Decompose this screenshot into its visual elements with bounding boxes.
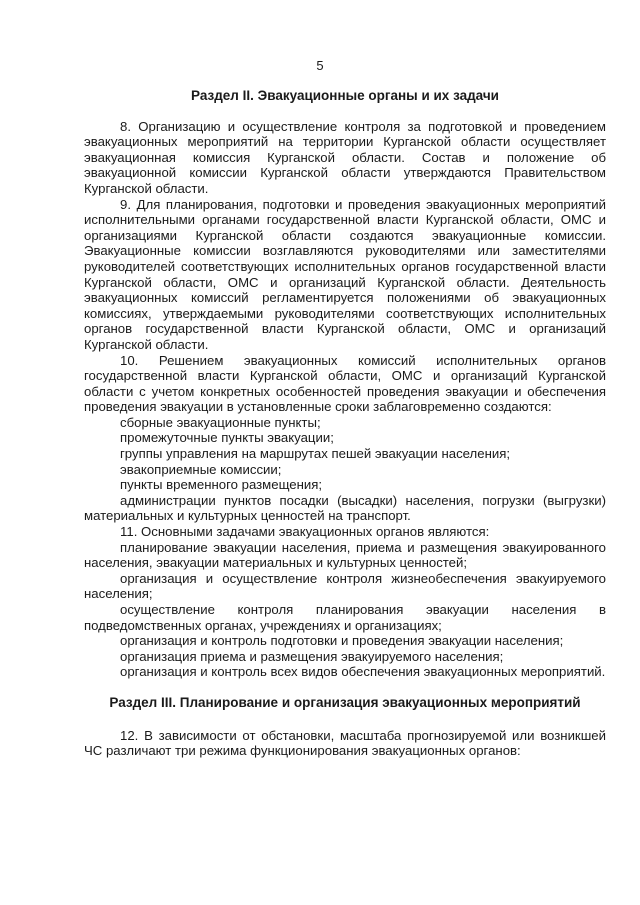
paragraph-9: 9. Для планирования, подготовки и проведения эвакуационных мероприятий исполнительными органами государственной власти Курганской области, ОМС и организациями Курганской области создаются эвакуационные комиссии. Эвакуационные комиссии возглавляются руководителями или заместителями руководителей соответствующих исполнительных органов государственной власти Курганской области, ОМС и организаций Курганской области. Деятельность эвакуационных комиссий регламентируется положениями об эвакуационных комиссиях, утверждаемыми руководителями соответствующих исполнительных органов государственной власти Курганской области, ОМС и организаций Курганской области. [84, 196, 606, 352]
page-content [84, 88, 606, 759]
paragraph-12: 12. В зависимости от обстановки, масштаба прогнозируемой или возникшей ЧС различают три режима функционирования эвакуационных органов: [84, 727, 606, 759]
list-item: пункты временного размещения; [120, 477, 323, 493]
list-item: осуществление контроля планирования эвакуации населения в подведомственных органах, учреждениях и организациях; [84, 602, 606, 633]
list-item: организация и контроль подготовки и проведения эвакуации населения; [120, 633, 564, 649]
list-item: промежуточные пункты эвакуации; [120, 430, 334, 446]
paragraph-8: 8. Организацию и осуществление контроля за подготовкой и проведением эвакуационных мероприятий на территории Курганской области осуществляет эвакуационная комиссия Курганской области. Состав и положение об эвакуационной комиссии Курганской области утверждаются Правительством Курганской области. [84, 118, 606, 196]
paragraph-11: 11. Основными задачами эвакуационных органов являются: [120, 524, 490, 540]
paragraph-10: 10. Решением эвакуационных комиссий исполнительных органов государственной власти Курганской области, ОМС и организаций Курганской области с учетом конкретных особенностей проведения эвакуации и обеспечения проведения эвакуации в установленные сроки заблаговременно создаются: [84, 352, 606, 415]
page-number: 5 [316, 58, 324, 73]
list-item: организация и осуществление контроля жизнеобеспечения эвакуируемого населения; [84, 570, 606, 602]
list-item: администрации пунктов посадки (высадки) населения, погрузки (выгрузки) материальных и культурных ценностей на транспорт. [84, 492, 606, 524]
list-item: организация приема и размещения эвакуируемого населения; [120, 648, 504, 664]
list-item: организация и контроль всех видов обеспечения эвакуационных мероприятий. [120, 664, 606, 680]
list-item: эвакоприемные комиссии; [120, 461, 282, 477]
section-2-heading: Раздел II. Эвакуационные органы и их задачи [191, 88, 499, 103]
section-3-heading: Раздел III. Планирование и организация эвакуационных мероприятий [109, 694, 581, 710]
list-item: группы управления на маршрутах пешей эвакуации населения; [120, 446, 511, 462]
list-item: планирование эвакуации населения, приема и размещения эвакуированного населения, эвакуации материальных и культурных ценностей; [84, 539, 606, 571]
list-item: сборные эвакуационные пункты; [120, 414, 321, 430]
